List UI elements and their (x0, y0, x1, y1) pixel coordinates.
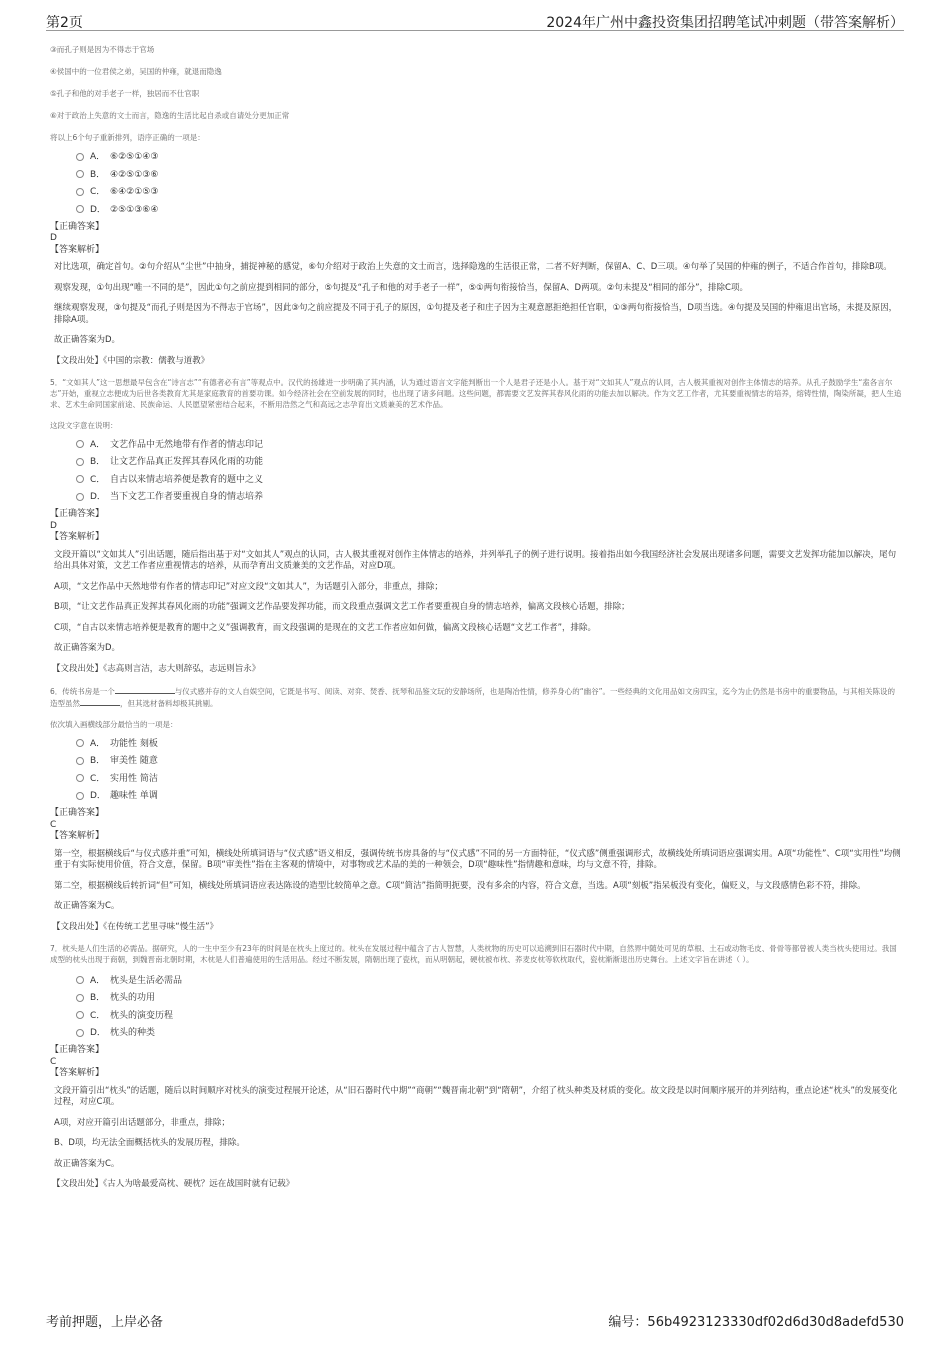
radio-icon[interactable] (76, 1029, 84, 1037)
radio-icon[interactable] (76, 757, 84, 765)
radio-icon[interactable] (76, 739, 84, 747)
blank-line-1 (115, 685, 175, 694)
radio-icon[interactable] (76, 458, 84, 466)
option-c[interactable]: C． 自古以来情志培养便是教育的题中之义 (76, 474, 902, 486)
option-d[interactable]: D． 趣味性 单调 (76, 790, 902, 802)
analysis-label: 【答案解析】 (50, 1068, 105, 1078)
radio-icon[interactable] (76, 170, 84, 178)
radio-icon[interactable] (76, 188, 84, 196)
question-7 (50, 943, 902, 1191)
answer-label: 【正确答案】 (50, 221, 105, 232)
radio-icon[interactable] (76, 774, 84, 782)
option-list (76, 975, 902, 1040)
option-c[interactable]: C． ⑥④②①⑤③ (76, 186, 902, 198)
option-a[interactable]: A． 文艺作品中无然地带有作者的情志印记 (76, 439, 902, 451)
radio-icon[interactable] (76, 475, 84, 483)
option-a[interactable]: A． 功能性 刻板 (76, 738, 902, 750)
sentence-5: ⑤孔子和他的对手老子一样，独居而不仕官职 (50, 89, 200, 98)
answer-label: 【正确答案】 (50, 1045, 105, 1055)
question-text: 5．“文如其人”这一思想最早包含在“诗言志”“有德者必有言”等观点中。汉代的扬雄进一步明确了其内涵，认为通过语言文字能判断出一个人是君子还是小人。基于对“文如其人”观点的认同，古人极其重视对创作主体情志的培养。从孔子鼓励学生“盍各言尔志”开始，重视立志便成为后世各类教育尤其是家庭教育的首要功课。如今经济社会在空前发展的同时，也出现了诸多问题。这些问题，都需要文艺发挥其春风化雨的功能去加以解决。作为文艺工作者，尤其要重视情志的培养，熔铸性情，陶染所凝，把人生追求、艺术生命同国家前途、民族命运、人民愿望紧密结合起来，不断用浩然之气和高远之志孕育出文质兼美的艺术作品。 (50, 377, 902, 409)
analysis-paragraph: 对比选项，确定首句。②句介绍从“尘世”中抽身，捕捉神秘的感觉，⑥句介绍对于政治上失意的文士而言，选择隐逸的生活很正常，二者不好判断，保留A、C、D三项。④句举了吴国的仲雍的例子，不适合作首句，排除B项。 (54, 262, 892, 272)
radio-icon[interactable] (76, 440, 84, 448)
page-content (50, 44, 902, 1200)
question-ask: 将以上6个句子重新排列，语序正确的一项是： (50, 133, 205, 142)
source-citation: 【文段出处】《中国的宗教：儒教与道教》 (52, 355, 210, 366)
option-b[interactable]: B． ④②⑤①③⑥ (76, 169, 902, 181)
radio-icon[interactable] (76, 205, 84, 213)
analysis-paragraph: 第一空，根据横线后“与仪式感并重”可知，横线处所填词语与“仪式感”语义相反，强调传统书房具备的与“仪式感”不同的另一方面特征，“仪式感”侧重强调形式，故横线处所填词语应强调实用。A项“功能性”、C项“实用性”均侧重于有实际使用价值，符合文意，保留。B项“审美性”指在主客观的情境中，对事物或艺术品的美的一种领会，D项“趣味性”指情趣和意味，均与文意不符，排除。 (54, 848, 901, 870)
analysis-paragraph: C项，“自古以来情志培养便是教育的题中之义”强调教育，而文段强调的是现在的文艺工作者应如何做，偏离文段核心话题“文艺工作者”，排除。 (54, 622, 597, 633)
question-text: 6．传统书房是一个 与仪式感并存的文人自娱空间，它既是书写、阅读、对弈、焚香、抚琴和品鉴文玩的安静场所，也是陶冶性情，修养身心的“幽谷”。一些经典的文化用品如文房四宝，迄今为止仍然是书房中的重要物品，与其相关陈设的造型虽然 ，但其选材备料却极其挑剔。 (50, 686, 896, 708)
analysis-label: 【答案解析】 (50, 532, 105, 542)
analysis-conclusion: 故正确答案为C。 (54, 901, 120, 911)
answer-value: C (50, 819, 57, 830)
analysis-paragraph: A项，对应开篇引出话题部分，非重点，排除； (54, 1117, 230, 1128)
question-text: 7．枕头是人们生活的必需品。据研究，人的一生中至少有23年的时间是在枕头上度过的。枕头在发展过程中蕴含了古人智慧，人类枕物的历史可以追溯到旧石器时代中期，自然界中随处可见的草根、土石或动物毛皮、骨骨等都曾被人类当枕头使用过。我国成型的枕头出现于商朝，到魏晋南北朝时期，木枕是人们普遍使用的生活用品。经过不断发展，隋朝出现了瓷枕，而从明朝起，硬枕被布枕、荞麦皮枕等软枕取代，瓷枕渐渐退出历史舞台。上述文字旨在讲述（ ）。 (50, 943, 897, 964)
option-b[interactable]: B． 枕头的功用 (76, 992, 902, 1004)
option-a[interactable]: A． ⑥②⑤①④③ (76, 151, 902, 163)
source-citation: 【文段出处】《志高则言洁，志大则辞弘，志远则旨永》 (52, 663, 261, 674)
option-list (76, 151, 902, 216)
analysis-paragraph: B项，“让文艺作品真正发挥其春风化雨的功能”强调文艺作品要发挥功能，而文段重点强调文艺工作者要重视自身的情志培养，偏离文段核心话题，排除； (54, 602, 630, 612)
radio-icon[interactable] (76, 792, 84, 800)
analysis-label: 【答案解析】 (50, 831, 105, 841)
sentence-3: ③而孔子则是因为不得志于官场 (50, 45, 155, 54)
analysis-paragraph: 观察发现，①句出现“唯一不同的是”，因此①句之前应提到相同的部分，⑤句提及“孔子和他的对手老子一样”，⑤①两句衔接恰当，保留A、D两项。②句未提及“相同的部分”，排除C项。 (54, 282, 748, 293)
option-list (76, 738, 902, 803)
radio-icon[interactable] (76, 994, 84, 1002)
option-d[interactable]: D． 当下文艺工作者要重视自身的情志培养 (76, 491, 902, 503)
sentence-4: ④侯国中的一位君侯之弟，吴国的仲雍，就退而隐逸 (50, 67, 222, 76)
radio-icon[interactable] (76, 976, 84, 984)
source-citation: 【文段出处】《在传统工艺里寻味“慢生活”》 (52, 921, 219, 932)
question-ask: 依次填入画横线部分最恰当的一项是： (50, 719, 178, 729)
analysis-conclusion: 故正确答案为D。 (54, 335, 121, 345)
answer-value: D (50, 233, 57, 243)
analysis-paragraph: 第二空，根据横线后转折词“但”可知，横线处所填词语应表达陈设的造型比较简单之意。C项“简洁”指简明扼要，没有多余的内容，符合文意，当选。A项“刻板”指呆板没有变化，偏贬义，与文段感情色彩不符，排除。 (54, 880, 866, 891)
option-c[interactable]: C． 枕头的演变历程 (76, 1010, 902, 1022)
analysis-paragraph: 文段开篇以“文如其人”引出话题，随后指出基于对“文如其人”观点的认同，古人极其重视对创作主体情志的培养，并列举孔子的例子进行说明。接着指出如今我国经济社会发展出现诸多问题，需要文艺发挥功能加以解决，尾句给出具体对策，文艺工作者应重视情志的培养，从而孕育出文质兼美的文艺作品，对应D项。 (54, 549, 897, 571)
source-citation: 【文段出处】《古人为啥最爱高枕、硬枕？远在战国时就有记载》 (52, 1179, 295, 1189)
option-list (76, 439, 902, 504)
option-d[interactable]: D． 枕头的种类 (76, 1027, 902, 1039)
answer-value: D (50, 520, 57, 531)
question-5 (50, 377, 902, 675)
analysis-paragraph: 文段开篇引出“枕头”的话题，随后以时间顺序对枕头的演变过程展开论述，从“旧石器时代中期”“商朝”“魏晋南北朝”到“隋朝”，介绍了枕头种类及材质的变化。故文段是以时间顺序展开的并列结构，重点论述“枕头”的发展变化过程，对应C项。 (54, 1085, 898, 1107)
option-b[interactable]: B． 审美性 随意 (76, 755, 902, 767)
radio-icon[interactable] (76, 153, 84, 161)
analysis-label: 【答案解析】 (50, 244, 105, 255)
question-ask: 这段文字意在说明： (50, 420, 118, 430)
option-b[interactable]: B． 让文艺作品真正发挥其春风化雨的功能 (76, 456, 902, 468)
answer-value: C (50, 1056, 57, 1067)
analysis-paragraph: B、D项，均无法全面概括枕头的发展历程，排除。 (54, 1138, 245, 1148)
sentence-6: ⑥对于政治上失意的文士而言，隐逸的生活比起自杀或自请处分更加正常 (50, 111, 290, 120)
option-a[interactable]: A． 枕头是生活必需品 (76, 975, 902, 987)
radio-icon[interactable] (76, 1011, 84, 1019)
blank-line-2 (80, 697, 120, 706)
question-4-tail (50, 44, 902, 367)
page-number: 第2页 (46, 15, 83, 31)
page-header (46, 10, 904, 31)
radio-icon[interactable] (76, 493, 84, 501)
document-id: 编号：56b4923123330df02d6d30d8adefd530 (608, 1315, 904, 1330)
analysis-conclusion: 故正确答案为C。 (54, 1158, 120, 1169)
question-6 (50, 685, 902, 933)
answer-label: 【正确答案】 (50, 509, 105, 519)
analysis-paragraph: A项，“文艺作品中天然地带有作者的情志印记”对应文段“文如其人”，为话题引入部分，非重点，排除； (54, 581, 443, 592)
option-c[interactable]: C． 实用性 简洁 (76, 773, 902, 785)
document-title: 2024年广州中鑫投资集团招聘笔试冲刺题（带答案解析） (546, 15, 904, 31)
footer-slogan: 考前押题，上岸必备 (46, 1315, 164, 1330)
analysis-conclusion: 故正确答案为D。 (54, 643, 121, 653)
answer-label: 【正确答案】 (50, 808, 105, 818)
analysis-paragraph: 继续观察发现，③句提及“而孔子则是因为不得志于官场”，因此③句之前应提及不同于孔子的原因，①句提及老子和庄子因为主观意愿拒绝担任官职，①③两句衔接恰当，D项当选。④句提及吴国的仲雍退出官场，未提及原因，排除A项。 (54, 303, 898, 325)
option-d[interactable]: D． ②⑤①③⑥④ (76, 204, 902, 216)
